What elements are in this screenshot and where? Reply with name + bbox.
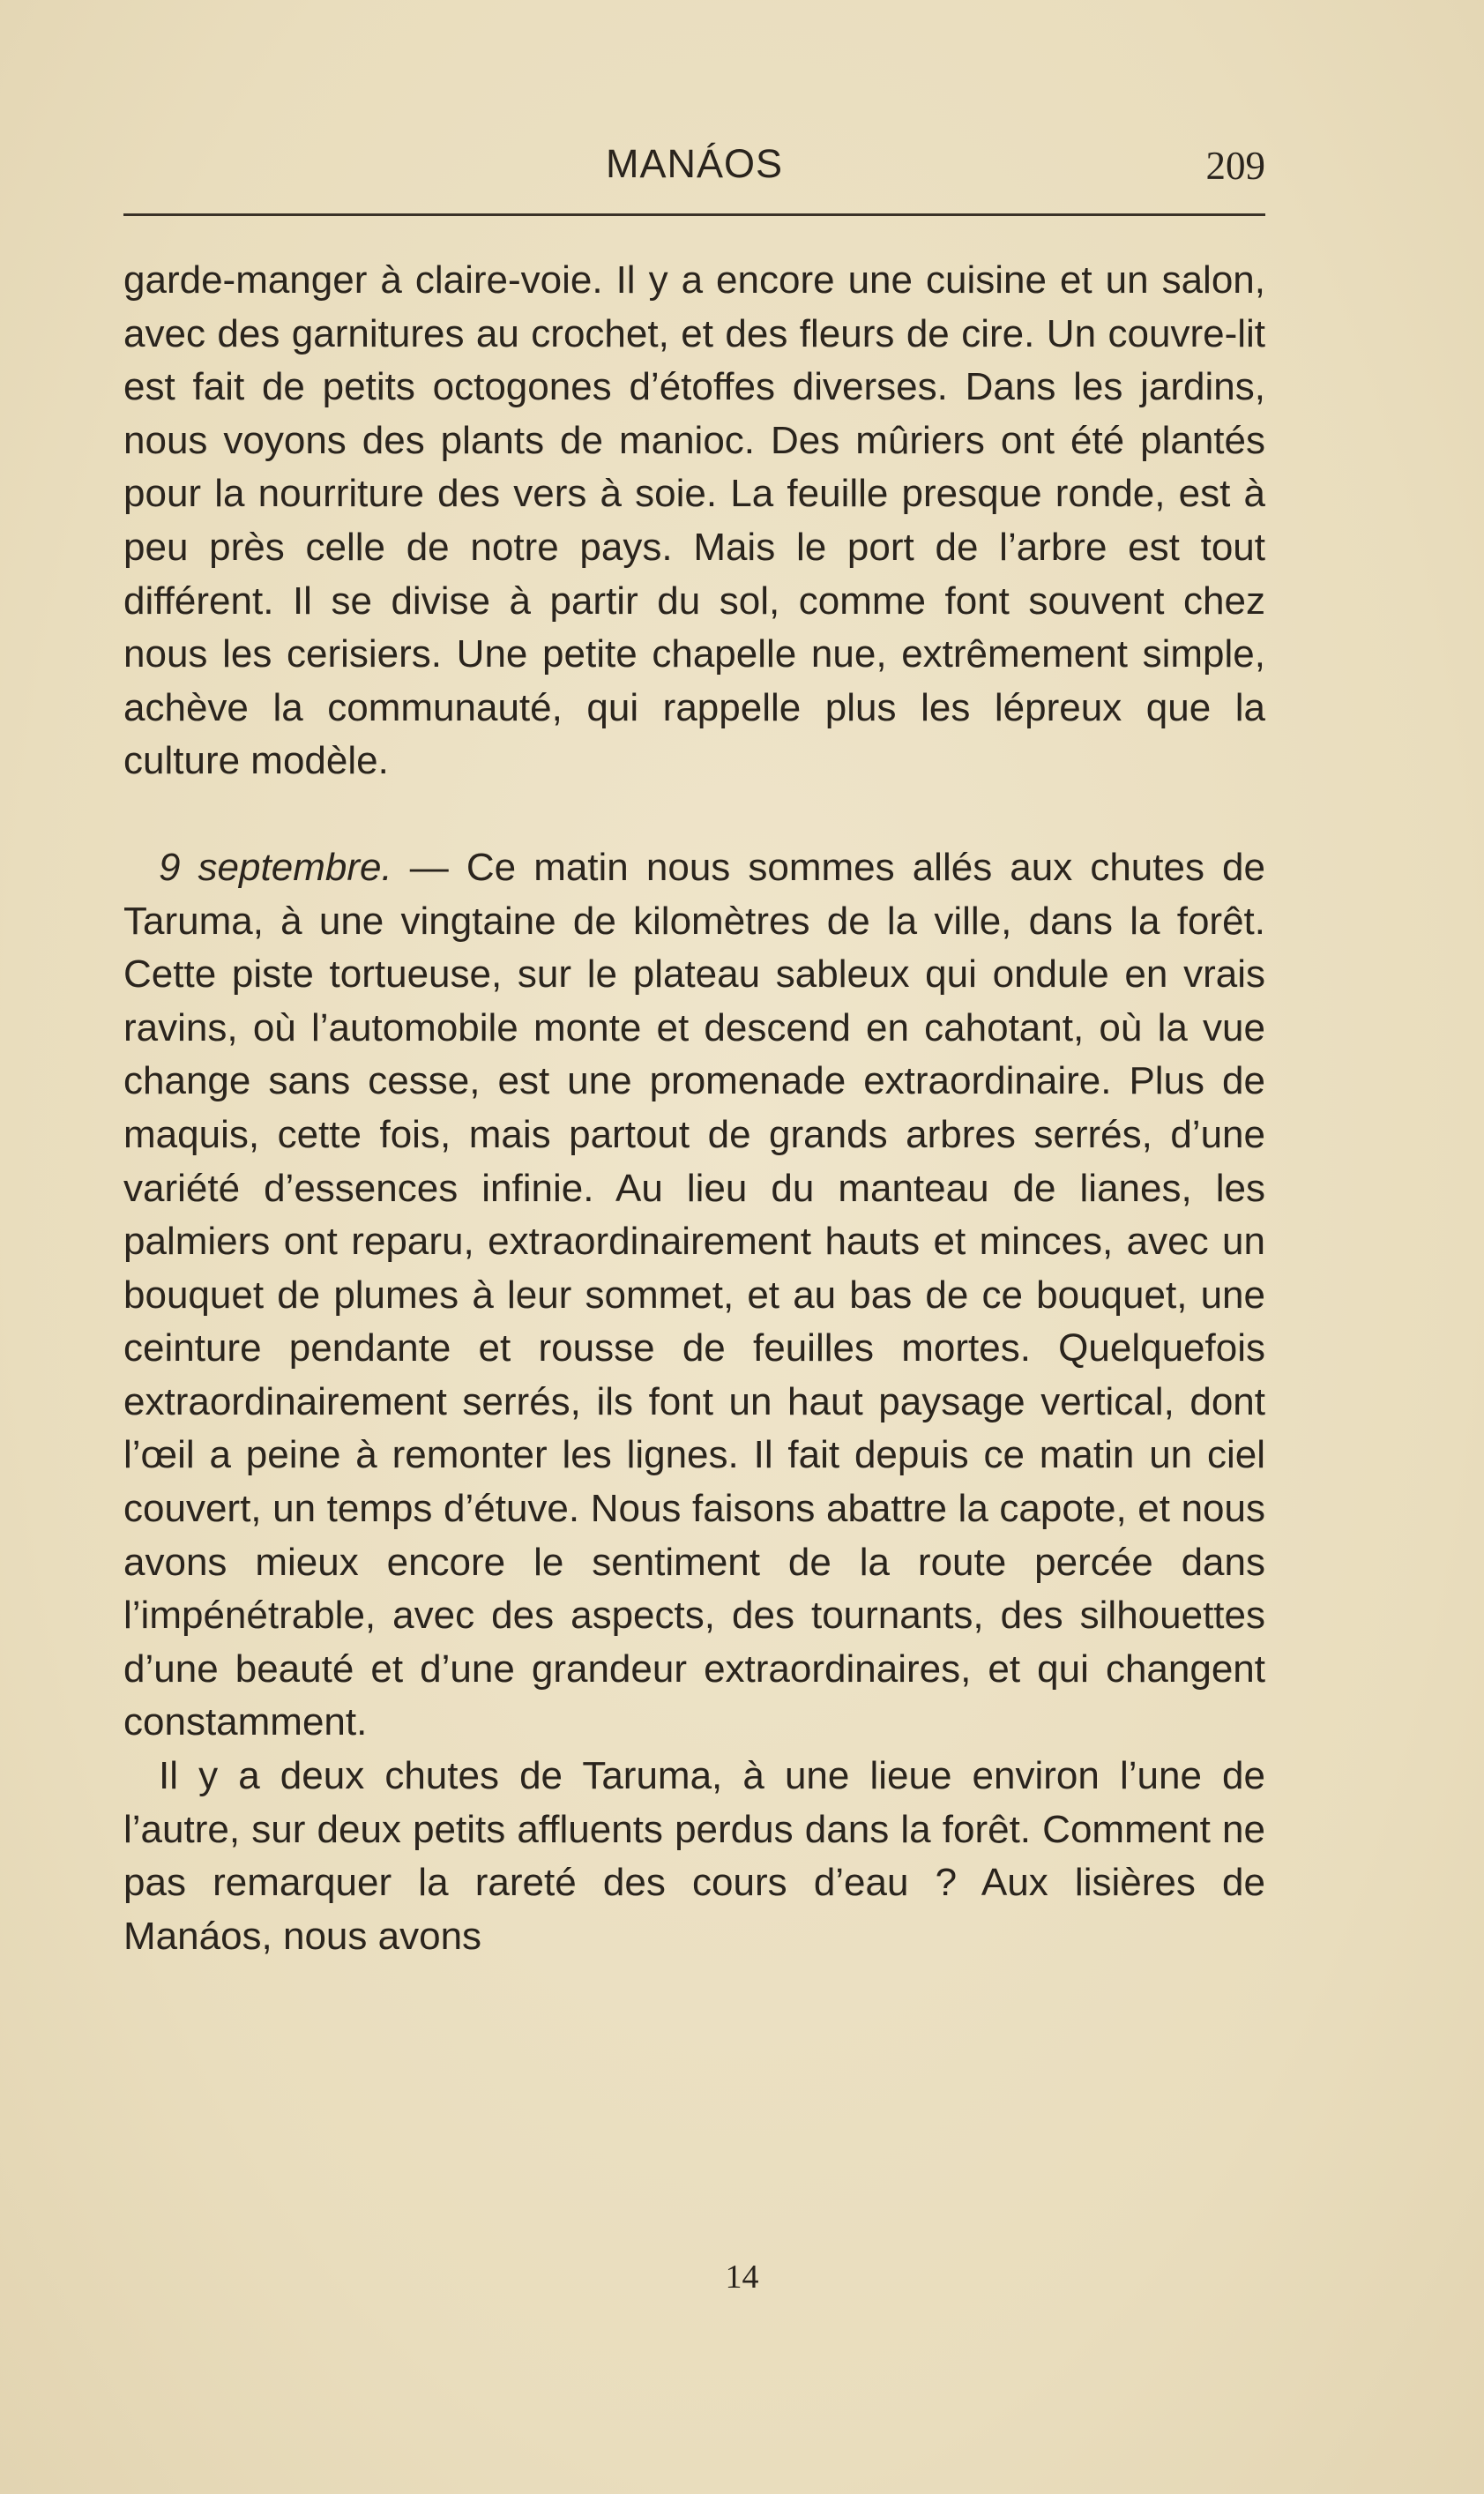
header-rule	[123, 213, 1265, 216]
paragraph: Il y a deux chutes de Taruma, à une lieue environ l’une de l’autre, sur deux petits affluents perdus dans la forêt. Comment ne pas remarquer la rareté des cours d’eau ? Aux lisières de Manáos, nous avons	[123, 1754, 1265, 1958]
page-header	[123, 141, 1265, 203]
signature-mark: 14	[725, 2259, 759, 2296]
page-number: 209	[1205, 144, 1265, 188]
paragraph: garde-manger à claire-voie. Il y a encore une cuisine et un salon, avec des garnitures au crochet, et des fleurs de cire. Un couvre-lit est fait de petits octogones d’étoffes diverses. Dans les jardins, nous voyons des plants de manioc. Des mûriers ont été plantés pour la nourriture des vers à soie. La feuille presque ronde, est à peu près celle de notre pays. Mais le port de l’arbre est tout différent. Il se divise à partir du sol, comme font souvent chez nous les cerisiers. Une petite chapelle nue, extrêmement simple, achève la communauté, qui rappelle plus les lépreux que la culture modèle.	[123, 258, 1265, 783]
body-text	[123, 254, 1265, 1963]
diary-date: 9 septembre.	[159, 845, 392, 889]
paragraph	[123, 841, 1265, 1750]
running-title: MANÁOS	[605, 141, 784, 186]
paragraph-text: — Ce matin nous sommes allés aux chutes de Taruma, à une vingtaine de kilomètres de la ville, dans la forêt. Cette piste tortueuse, sur le plateau sableux qui ondule en vrais ravins, où l’automobile monte et descend en cahotant, où la vue change sans cesse, est une promenade extraordinaire. Plus de maquis, cette fois, mais partout de grands arbres serrés, d’une variété d’essences infinie. Au lieu du manteau de lianes, les palmiers ont reparu, extraordinairement hauts et minces, avec un bouquet de plumes à leur sommet, et au bas de ce bouquet, une ceinture pendante et rousse de feuilles mortes. Quelquefois extraordinairement serrés, ils font un haut paysage vertical, dont l’œil a peine à remonter les lignes. Il fait depuis ce matin un ciel couvert, un temps d’étuve. Nous faisons abattre la capote, et nous avons mieux encore le sentiment de la route percée dans l’impénétrable, avec des aspects, des tournants, des silhouettes d’une beauté et d’une grandeur extraordinaires, et qui changent constamment.	[123, 845, 1265, 1744]
